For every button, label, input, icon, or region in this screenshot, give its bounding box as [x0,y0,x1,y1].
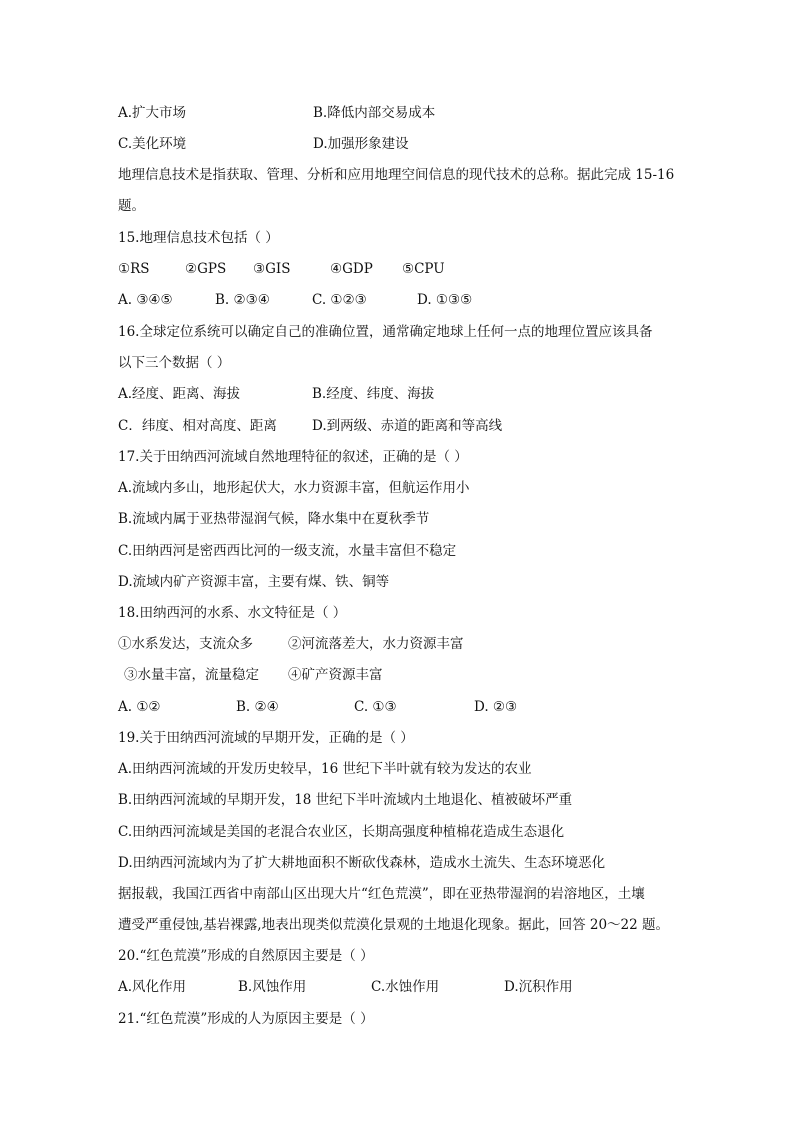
q20-options [118,977,573,997]
q20-option-a: A.风化作用 [118,979,187,995]
q14-option-a: A.扩大市场 [118,105,187,121]
q15-item: ①RS [118,261,150,277]
q20-option-d: D.沉积作用 [504,979,573,995]
q20-stem: 20.“红色荒漠”形成的自然原因主要是（ ） [118,948,374,964]
q16-options-row-1 [118,384,434,404]
q19-option-a: A.田纳西河流域的开发历史较早，16 世纪下半叶就有较为发达的农业 [118,761,532,777]
gis-intro-line-2: 题。 [118,198,145,214]
q18-items-row-2 [124,665,383,685]
q17-option-a: A.流域内多山，地形起伏大，水力资源丰富，但航运作用小 [118,480,470,496]
q16-stem-line-2: 以下三个数据（ ） [118,355,231,371]
desert-intro-line-1: 据报载，我国江西省中南部山区出现大片“红色荒漠”，即在亚热带湿润的岩溶地区，土壤 [118,886,645,902]
q18-option-a: A. ①② [118,699,161,715]
q21-stem: 21.“红色荒漠”形成的人为原因主要是（ ） [118,1011,374,1027]
q18-option-d: D. ②③ [474,699,518,715]
q16-stem-line-1: 16.全球定位系统可以确定自己的准确位置，通常确定地球上任何一点的地理位置应该具备 [118,324,653,340]
q18-items-row-1 [118,634,464,654]
q18-option-b: B. ②④ [236,699,279,715]
q18-item: ③水量丰富，流量稳定 [124,667,259,683]
q16-option-a: A.经度、距离、海拔 [118,386,241,402]
gis-intro-line-1: 地理信息技术是指获取、管理、分析和应用地理空间信息的现代技术的总称。据此完成 15-16 [118,167,675,183]
q15-stem: 15.地理信息技术包括（ ） [118,230,279,246]
q18-stem: 18.田纳西河的水系、水文特征是（ ） [118,605,347,621]
q17-option-b: B.流域内属于亚热带湿润气候，降水集中在夏秋季节 [118,511,430,527]
q15-item: ③GIS [253,261,291,277]
q15-option-c: C. ①②③ [312,292,367,308]
q20-option-c: C.水蚀作用 [371,979,440,995]
q19-stem: 19.关于田纳西河流域的早期开发，正确的是（ ） [118,730,414,746]
q15-item: ④GDP [330,261,373,277]
q14-option-c: C.美化环境 [118,136,187,152]
q16-option-b: B.经度、纬度、海拔 [312,386,435,402]
q15-items [118,259,445,279]
desert-intro-line-2: 遭受严重侵蚀,基岩裸露,地表出现类似荒漠化景观的土地退化现象。据此，回答 20～22 题。 [118,917,670,933]
q20-option-b: B.风蚀作用 [238,979,307,995]
q15-option-a: A. ③④⑤ [118,292,173,308]
q17-option-c: C.田纳西河是密西西比河的一级支流，水量丰富但不稳定 [118,543,457,559]
q18-options [118,697,517,717]
q16-option-d: D.到两级、赤道的距离和等高线 [312,418,503,434]
q15-item: ⑤CPU [402,261,445,277]
q19-option-c: C.田纳西河流域是美国的老混合农业区，长期高强度种植棉花造成生态退化 [118,824,565,840]
q18-item: ②河流落差大，水力资源丰富 [288,636,464,652]
q15-options [118,290,472,310]
q17-stem: 17.关于田纳西河流域自然地理特征的叙述，正确的是（ ） [118,449,468,465]
q18-option-c: C. ①③ [354,699,397,715]
q19-option-d: D.田纳西河流域内为了扩大耕地面积不断砍伐森林，造成水土流失、生态环境恶化 [118,855,606,871]
q16-option-c: C．纬度、相对高度、距离 [118,418,277,434]
q14-option-d: D.加强形象建设 [313,136,409,152]
q19-option-b: B.田纳西河流域的早期开发，18 世纪下半叶流域内土地退化、植被破坏严重 [118,792,573,808]
q16-options-row-2 [118,416,502,436]
q14-option-b: B.降低内部交易成本 [313,105,436,121]
q15-option-d: D. ①③⑤ [417,292,473,308]
q17-option-d: D.流域内矿产资源丰富，主要有煤、铁、铜等 [118,574,390,590]
q14-options-row-1 [118,103,435,123]
q18-item: ④矿产资源丰富 [288,667,383,683]
q15-option-b: B. ②③④ [215,292,270,308]
q14-options-row-2 [118,134,409,154]
q15-item: ②GPS [185,261,227,277]
q18-item: ①水系发达，支流众多 [118,636,253,652]
